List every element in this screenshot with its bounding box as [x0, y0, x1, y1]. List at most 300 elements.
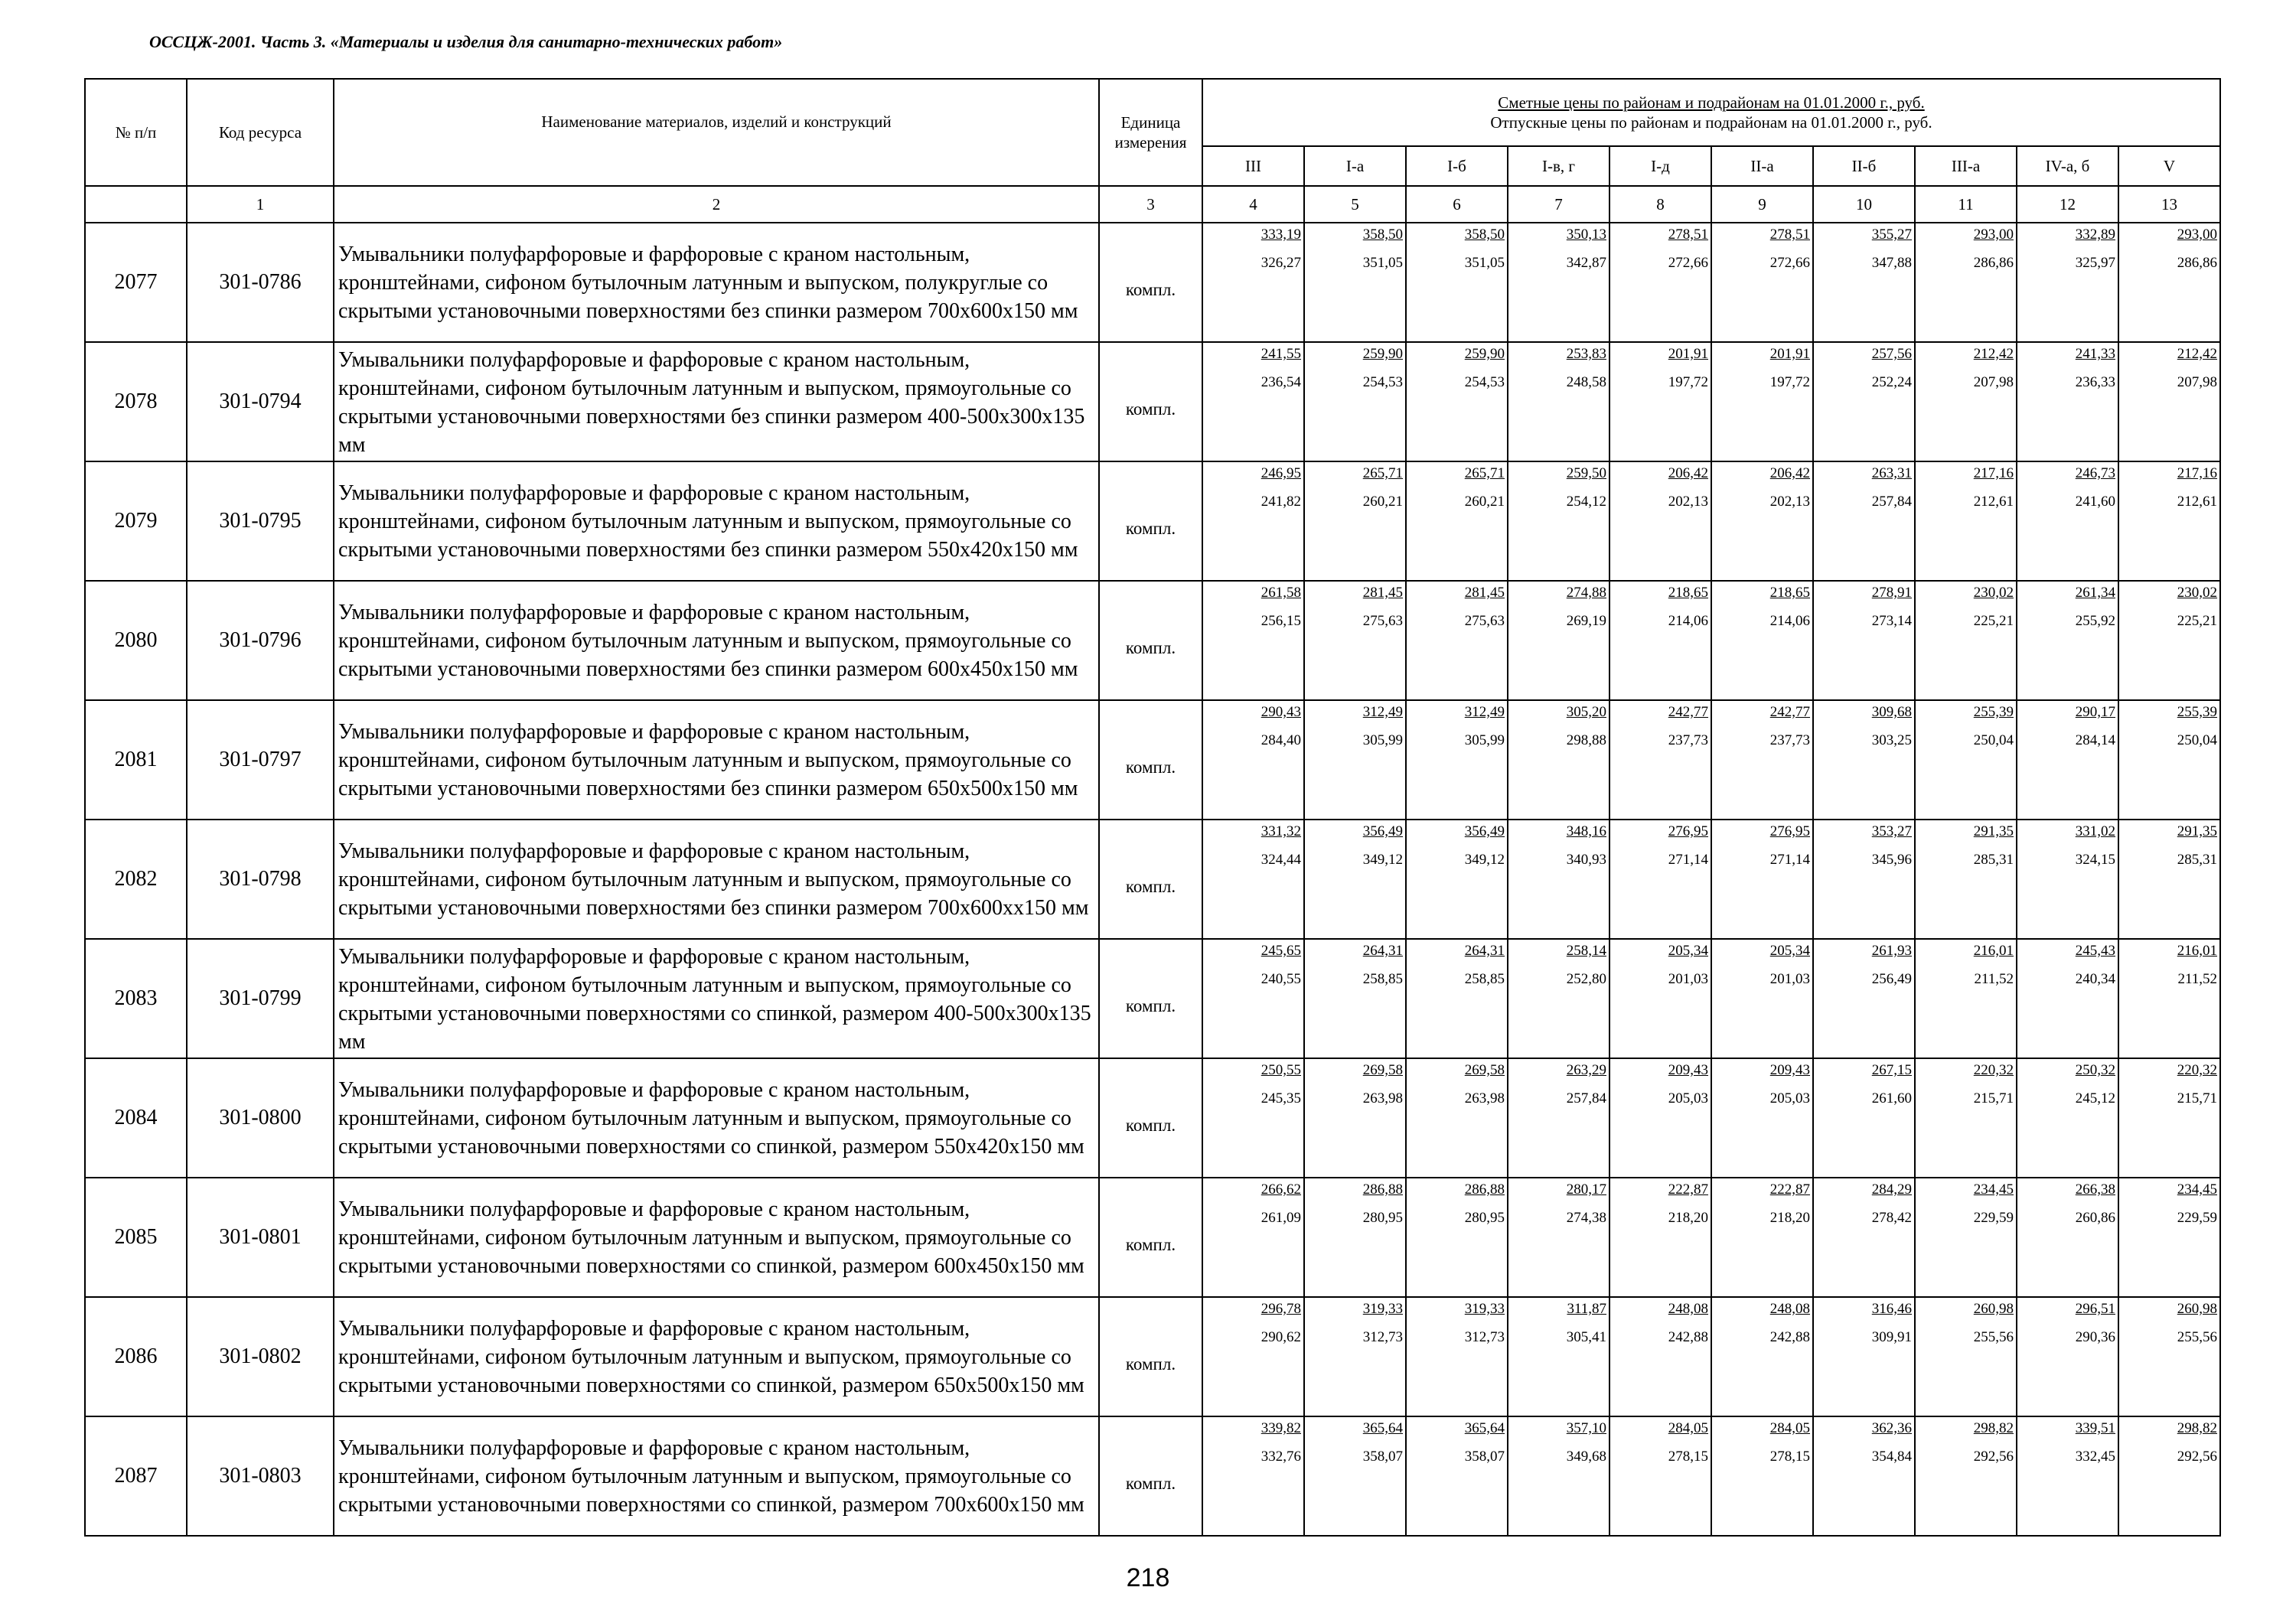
material-name: Умывальники полуфарфоровые и фарфоровые с краном настольным, кронштейнами, сифоном бутылочным латунным и выпуском, прямоугольные со скрытыми установочными поверхностями со спинкой, размером 400-500х300х135 мм: [334, 939, 1099, 1058]
estimate-price: 220,32: [1973, 1062, 2014, 1078]
release-price: 252,80: [1566, 970, 1606, 987]
estimate-price: 263,31: [1871, 465, 1912, 481]
price-cell: [1813, 820, 1915, 939]
price-cell: [2017, 1178, 2118, 1297]
estimate-price: 261,58: [1261, 585, 1301, 601]
estimate-price: 281,45: [1362, 585, 1403, 601]
release-price: 292,56: [1973, 1448, 2014, 1465]
resource-code: 301-0794: [187, 342, 334, 461]
estimate-price: 255,39: [1973, 704, 2014, 720]
price-cell: [2017, 700, 2118, 820]
estimate-price: 248,08: [1769, 1301, 1810, 1317]
price-cell: [2017, 939, 2118, 1058]
estimate-price: 217,16: [1973, 465, 2014, 481]
release-price: 248,58: [1566, 373, 1606, 390]
table-row: [85, 1058, 2220, 1178]
estimate-price: 311,87: [1567, 1301, 1606, 1317]
column-number: 4: [1202, 186, 1304, 223]
estimate-price: 217,16: [2177, 465, 2218, 481]
estimate-price: 353,27: [1871, 823, 1912, 839]
column-number: 3: [1099, 186, 1202, 223]
table-row: [85, 1416, 2220, 1536]
release-price: 201,03: [1769, 970, 1810, 987]
release-price: 260,21: [1464, 493, 1505, 510]
release-price: 358,07: [1464, 1448, 1505, 1465]
release-price: 260,86: [2075, 1209, 2115, 1226]
release-price: 212,61: [2177, 493, 2218, 510]
price-cell: [1609, 820, 1711, 939]
material-name: Умывальники полуфарфоровые и фарфоровые с краном настольным, кронштейнами, сифоном бутылочным латунным и выпуском, прямоугольные со скрытыми установочными поверхностями без спинки размером 550х420х150 мм: [334, 461, 1099, 581]
release-price: 349,12: [1362, 851, 1403, 868]
header-region: III: [1202, 146, 1304, 186]
table-row: [85, 1178, 2220, 1297]
estimate-price: 245,65: [1261, 943, 1301, 959]
estimate-price: 261,34: [2075, 585, 2115, 601]
row-number: 2081: [85, 700, 187, 820]
estimate-price: 234,45: [2177, 1181, 2218, 1198]
estimate-price: 269,58: [1362, 1062, 1403, 1078]
unit: компл.: [1099, 342, 1202, 461]
unit: компл.: [1099, 1416, 1202, 1536]
price-cell: [1711, 1297, 1813, 1416]
price-cell: [2017, 581, 2118, 700]
table-row: [85, 820, 2220, 939]
release-price: 340,93: [1566, 851, 1606, 868]
estimate-price: 206,42: [1668, 465, 1708, 481]
estimate-price: 255,39: [2177, 704, 2218, 720]
release-price: 197,72: [1769, 373, 1810, 390]
price-cell: [2017, 1297, 2118, 1416]
column-number: 11: [1915, 186, 2017, 223]
price-cell: [1813, 1297, 1915, 1416]
price-cell: [1508, 700, 1609, 820]
estimate-price: 339,82: [1261, 1420, 1301, 1436]
estimate-price: 230,02: [1973, 585, 2014, 601]
header-region: III-а: [1915, 146, 2017, 186]
resource-code: 301-0798: [187, 820, 334, 939]
release-price: 285,31: [2177, 851, 2218, 868]
estimate-price: 305,20: [1566, 704, 1606, 720]
material-name: Умывальники полуфарфоровые и фарфоровые с краном настольным, кронштейнами, сифоном бутылочным латунным и выпуском, прямоугольные со скрытыми установочными поверхностями без спинки размером 600х450х150 мм: [334, 581, 1099, 700]
price-cell: [1406, 581, 1508, 700]
price-cell: [1609, 1416, 1711, 1536]
price-cell: [1406, 342, 1508, 461]
header-region: I-б: [1406, 146, 1508, 186]
release-price: 240,34: [2075, 970, 2115, 987]
estimate-price: 242,77: [1668, 704, 1708, 720]
release-price: 324,15: [2075, 851, 2115, 868]
estimate-price: 261,93: [1871, 943, 1912, 959]
header-region: I-в, г: [1508, 146, 1609, 186]
material-name: Умывальники полуфарфоровые и фарфоровые с краном настольным, кронштейнами, сифоном бутылочным латунным и выпуском, прямоугольные со скрытыми установочными поверхностями без спинки размером 400-500х300х135 мм: [334, 342, 1099, 461]
estimate-price: 284,29: [1871, 1181, 1912, 1198]
price-cell: [1609, 1178, 1711, 1297]
column-number: 12: [2017, 186, 2118, 223]
row-number: 2082: [85, 820, 187, 939]
price-cell: [2118, 939, 2220, 1058]
estimate-price: 260,98: [2177, 1301, 2218, 1317]
release-price: 292,56: [2177, 1448, 2218, 1465]
estimate-price: 241,55: [1261, 346, 1301, 362]
release-price: 218,20: [1668, 1209, 1708, 1226]
price-cell: [1304, 1297, 1406, 1416]
price-cell: [2118, 581, 2220, 700]
estimate-price: 253,83: [1566, 346, 1606, 362]
estimate-price: 296,51: [2075, 1301, 2115, 1317]
estimate-price: 267,15: [1871, 1062, 1912, 1078]
unit: компл.: [1099, 1297, 1202, 1416]
release-price: 225,21: [2177, 612, 2218, 629]
material-name: Умывальники полуфарфоровые и фарфоровые с краном настольным, кронштейнами, сифоном бутылочным латунным и выпуском, прямоугольные со скрытыми установочными поверхностями со спинкой, размером 700х600х150 мм: [334, 1416, 1099, 1536]
estimate-price: 281,45: [1464, 585, 1505, 601]
price-cell: [1508, 1178, 1609, 1297]
estimate-price: 331,02: [2075, 823, 2115, 839]
header-region: II-а: [1711, 146, 1813, 186]
estimate-price: 291,35: [1973, 823, 2014, 839]
price-cell: [1915, 461, 2017, 581]
estimate-price: 212,42: [2177, 346, 2218, 362]
release-price: 242,88: [1769, 1328, 1810, 1345]
price-cell: [1609, 1297, 1711, 1416]
release-price: 256,49: [1871, 970, 1912, 987]
price-cell: [1406, 1178, 1508, 1297]
price-cell: [1304, 1178, 1406, 1297]
price-cell: [1508, 1058, 1609, 1178]
release-price: 286,86: [2177, 254, 2218, 271]
price-cell: [2118, 1297, 2220, 1416]
price-cell: [1711, 700, 1813, 820]
estimate-price: 278,91: [1871, 585, 1912, 601]
estimate-price: 246,95: [1261, 465, 1301, 481]
price-cell: [2017, 223, 2118, 342]
estimate-price: 293,00: [2177, 227, 2218, 243]
estimate-price: 264,31: [1362, 943, 1403, 959]
release-price: 258,85: [1362, 970, 1403, 987]
release-price: 347,88: [1871, 254, 1912, 271]
table-row: [85, 1297, 2220, 1416]
release-price: 218,20: [1769, 1209, 1810, 1226]
row-number: 2078: [85, 342, 187, 461]
release-price: 258,85: [1464, 970, 1505, 987]
release-price: 280,95: [1362, 1209, 1403, 1226]
material-name: Умывальники полуфарфоровые и фарфоровые с краном настольным, кронштейнами, сифоном бутылочным латунным и выпуском, прямоугольные со скрытыми установочными поверхностями со спинкой, размером 600х450х150 мм: [334, 1178, 1099, 1297]
column-number-blank: [85, 186, 187, 223]
price-cell: [1609, 700, 1711, 820]
price-cell: [1202, 1416, 1304, 1536]
price-cell: [1813, 223, 1915, 342]
estimate-price: 355,27: [1871, 227, 1912, 243]
row-number: 2085: [85, 1178, 187, 1297]
release-price: 256,15: [1261, 612, 1301, 629]
release-price: 278,42: [1871, 1209, 1912, 1226]
release-price: 345,96: [1871, 851, 1912, 868]
release-price: 275,63: [1464, 612, 1505, 629]
release-price: 257,84: [1871, 493, 1912, 510]
price-cell: [1304, 820, 1406, 939]
estimate-price: 216,01: [2177, 943, 2218, 959]
release-price: 284,40: [1261, 732, 1301, 748]
estimate-price: 274,88: [1566, 585, 1606, 601]
price-cell: [1915, 342, 2017, 461]
row-number: 2087: [85, 1416, 187, 1536]
header-region: IV-а, б: [2017, 146, 2118, 186]
estimate-price: 312,49: [1464, 704, 1505, 720]
price-cell: [1915, 1297, 2017, 1416]
price-cell: [1711, 1178, 1813, 1297]
price-cell: [1202, 1178, 1304, 1297]
table-row: [85, 700, 2220, 820]
release-price: 332,45: [2075, 1448, 2115, 1465]
estimate-price: 358,50: [1362, 227, 1403, 243]
unit: компл.: [1099, 939, 1202, 1058]
column-number: 9: [1711, 186, 1813, 223]
table-row: [85, 461, 2220, 581]
release-price: 229,59: [1973, 1209, 2014, 1226]
header-prices-estimate: Сметные цены по районам и подрайонам на 01.01.2000 г., руб.: [1498, 93, 1925, 112]
unit: компл.: [1099, 820, 1202, 939]
estimate-price: 286,88: [1362, 1181, 1403, 1198]
price-cell: [1406, 939, 1508, 1058]
estimate-price: 258,14: [1566, 943, 1606, 959]
release-price: 250,04: [2177, 732, 2218, 748]
price-cell: [1406, 700, 1508, 820]
release-price: 351,05: [1464, 254, 1505, 271]
row-number: 2077: [85, 223, 187, 342]
estimate-price: 278,51: [1668, 227, 1708, 243]
release-price: 254,12: [1566, 493, 1606, 510]
release-price: 242,88: [1668, 1328, 1708, 1345]
release-price: 273,14: [1871, 612, 1912, 629]
material-name: Умывальники полуфарфоровые и фарфоровые с краном настольным, кронштейнами, сифоном бутылочным латунным и выпуском, прямоугольные со скрытыми установочными поверхностями без спинки размером 650х500х150 мм: [334, 700, 1099, 820]
release-price: 312,73: [1362, 1328, 1403, 1345]
price-cell: [1813, 939, 1915, 1058]
estimate-price: 205,34: [1769, 943, 1810, 959]
price-cell: [1609, 939, 1711, 1058]
release-price: 255,56: [2177, 1328, 2218, 1345]
price-cell: [1304, 223, 1406, 342]
header-region: I-а: [1304, 146, 1406, 186]
estimate-price: 230,02: [2177, 585, 2218, 601]
header-region: II-б: [1813, 146, 1915, 186]
price-cell: [1609, 461, 1711, 581]
price-cell: [1915, 820, 2017, 939]
column-number: 5: [1304, 186, 1406, 223]
release-price: 245,12: [2075, 1090, 2115, 1106]
price-table: [84, 78, 2221, 1537]
release-price: 358,07: [1362, 1448, 1403, 1465]
price-cell: [2118, 1058, 2220, 1178]
estimate-price: 205,34: [1668, 943, 1708, 959]
release-price: 212,61: [1973, 493, 2014, 510]
release-price: 332,76: [1261, 1448, 1301, 1465]
price-cell: [1304, 461, 1406, 581]
header-unit: Единица измерения: [1099, 79, 1202, 186]
price-cell: [1406, 461, 1508, 581]
price-cell: [1915, 1416, 2017, 1536]
estimate-price: 365,64: [1464, 1420, 1505, 1436]
release-price: 202,13: [1769, 493, 1810, 510]
release-price: 271,14: [1668, 851, 1708, 868]
price-cell: [2017, 820, 2118, 939]
estimate-price: 265,71: [1362, 465, 1403, 481]
release-price: 236,54: [1261, 373, 1301, 390]
header-name: Наименование материалов, изделий и конструкций: [334, 79, 1099, 186]
price-cell: [1711, 820, 1813, 939]
release-price: 278,15: [1769, 1448, 1810, 1465]
price-cell: [1202, 581, 1304, 700]
table-row: [85, 581, 2220, 700]
estimate-price: 220,32: [2177, 1062, 2218, 1078]
release-price: 205,03: [1769, 1090, 1810, 1106]
release-price: 274,38: [1566, 1209, 1606, 1226]
price-cell: [1915, 939, 2017, 1058]
header-prices-release: Отпускные цены по районам и подрайонам на 01.01.2000 г., руб.: [1490, 113, 1932, 132]
row-number: 2086: [85, 1297, 187, 1416]
release-price: 229,59: [2177, 1209, 2218, 1226]
material-name: Умывальники полуфарфоровые и фарфоровые с краном настольным, кронштейнами, сифоном бутылочным латунным и выпуском, прямоугольные со скрытыми установочными поверхностями без спинки размером 700х600хх150 мм: [334, 820, 1099, 939]
release-price: 197,72: [1668, 373, 1708, 390]
release-price: 284,14: [2075, 732, 2115, 748]
estimate-price: 291,35: [2177, 823, 2218, 839]
price-cell: [1406, 1058, 1508, 1178]
estimate-price: 278,51: [1769, 227, 1810, 243]
estimate-price: 298,82: [1973, 1420, 2014, 1436]
release-price: 305,99: [1464, 732, 1505, 748]
column-number: 2: [334, 186, 1099, 223]
estimate-price: 250,32: [2075, 1062, 2115, 1078]
price-cell: [1202, 342, 1304, 461]
price-cell: [1508, 342, 1609, 461]
page-header: ОССЦЖ-2001. Часть 3. «Материалы и изделия для санитарно-технических работ»: [149, 32, 783, 51]
estimate-price: 290,43: [1261, 704, 1301, 720]
price-cell: [1406, 820, 1508, 939]
price-cell: [1202, 1297, 1304, 1416]
release-price: 252,24: [1871, 373, 1912, 390]
price-cell: [1609, 342, 1711, 461]
price-cell: [1508, 939, 1609, 1058]
estimate-price: 222,87: [1668, 1181, 1708, 1198]
release-price: 290,62: [1261, 1328, 1301, 1345]
price-cell: [1711, 342, 1813, 461]
price-cell: [1508, 581, 1609, 700]
estimate-price: 248,08: [1668, 1301, 1708, 1317]
release-price: 309,91: [1871, 1328, 1912, 1345]
header-code: Код ресурса: [187, 79, 334, 186]
table-row: [85, 223, 2220, 342]
material-name: Умывальники полуфарфоровые и фарфоровые с краном настольным, кронштейнами, сифоном бутылочным латунным и выпуском, полукруглые со скрытыми установочными поверхностями без спинки размером 700х600х150 мм: [334, 223, 1099, 342]
price-cell: [1813, 581, 1915, 700]
release-price: 263,98: [1464, 1090, 1505, 1106]
estimate-price: 331,32: [1261, 823, 1301, 839]
price-cell: [1304, 581, 1406, 700]
release-price: 290,36: [2075, 1328, 2115, 1345]
estimate-price: 259,90: [1362, 346, 1403, 362]
price-cell: [1813, 1178, 1915, 1297]
estimate-price: 218,65: [1668, 585, 1708, 601]
release-price: 225,21: [1973, 612, 2014, 629]
release-price: 205,03: [1668, 1090, 1708, 1106]
price-cell: [1813, 700, 1915, 820]
estimate-price: 209,43: [1769, 1062, 1810, 1078]
release-price: 254,53: [1464, 373, 1505, 390]
estimate-price: 296,78: [1261, 1301, 1301, 1317]
estimate-price: 290,17: [2075, 704, 2115, 720]
estimate-price: 260,98: [1973, 1301, 2014, 1317]
table-row: [85, 939, 2220, 1058]
release-price: 275,63: [1362, 612, 1403, 629]
release-price: 272,66: [1769, 254, 1810, 271]
estimate-price: 284,05: [1668, 1420, 1708, 1436]
estimate-price: 358,50: [1464, 227, 1505, 243]
price-cell: [1304, 342, 1406, 461]
estimate-price: 293,00: [1973, 227, 2014, 243]
estimate-price: 298,82: [2177, 1420, 2218, 1436]
release-price: 257,84: [1566, 1090, 1606, 1106]
price-cell: [2118, 223, 2220, 342]
resource-code: 301-0802: [187, 1297, 334, 1416]
release-price: 305,41: [1566, 1328, 1606, 1345]
price-cell: [1508, 820, 1609, 939]
estimate-price: 319,33: [1464, 1301, 1505, 1317]
estimate-price: 332,89: [2075, 227, 2115, 243]
estimate-price: 216,01: [1973, 943, 2014, 959]
release-price: 285,31: [1973, 851, 2014, 868]
price-cell: [2118, 820, 2220, 939]
price-cell: [1202, 700, 1304, 820]
release-price: 202,13: [1668, 493, 1708, 510]
release-price: 272,66: [1668, 254, 1708, 271]
estimate-price: 266,38: [2075, 1181, 2115, 1198]
estimate-price: 242,77: [1769, 704, 1810, 720]
resource-code: 301-0801: [187, 1178, 334, 1297]
release-price: 280,95: [1464, 1209, 1505, 1226]
estimate-price: 269,58: [1464, 1062, 1505, 1078]
price-cell: [1711, 223, 1813, 342]
estimate-price: 241,33: [2075, 346, 2115, 362]
price-cell: [1406, 223, 1508, 342]
release-price: 342,87: [1566, 254, 1606, 271]
estimate-price: 362,36: [1871, 1420, 1912, 1436]
price-cell: [1915, 581, 2017, 700]
estimate-price: 286,88: [1464, 1181, 1505, 1198]
column-number: 1: [187, 186, 334, 223]
release-price: 269,19: [1566, 612, 1606, 629]
estimate-price: 209,43: [1668, 1062, 1708, 1078]
price-cell: [1406, 1297, 1508, 1416]
price-cell: [2017, 1058, 2118, 1178]
release-price: 324,44: [1261, 851, 1301, 868]
header-no: № п/п: [85, 79, 187, 186]
price-cell: [1304, 1058, 1406, 1178]
release-price: 271,14: [1769, 851, 1810, 868]
price-cell: [2118, 700, 2220, 820]
release-price: 261,09: [1261, 1209, 1301, 1226]
release-price: 237,73: [1668, 732, 1708, 748]
release-price: 278,15: [1668, 1448, 1708, 1465]
price-cell: [1508, 461, 1609, 581]
release-price: 254,53: [1362, 373, 1403, 390]
price-cell: [2017, 342, 2118, 461]
price-cell: [2118, 461, 2220, 581]
release-price: 241,60: [2075, 493, 2115, 510]
price-cell: [2118, 342, 2220, 461]
unit: компл.: [1099, 1178, 1202, 1297]
material-name: Умывальники полуфарфоровые и фарфоровые с краном настольным, кронштейнами, сифоном бутылочным латунным и выпуском, прямоугольные со скрытыми установочными поверхностями со спинкой, размером 650х500х150 мм: [334, 1297, 1099, 1416]
release-price: 325,97: [2075, 254, 2115, 271]
price-cell: [1711, 1058, 1813, 1178]
price-cell: [1508, 223, 1609, 342]
estimate-price: 365,64: [1362, 1420, 1403, 1436]
